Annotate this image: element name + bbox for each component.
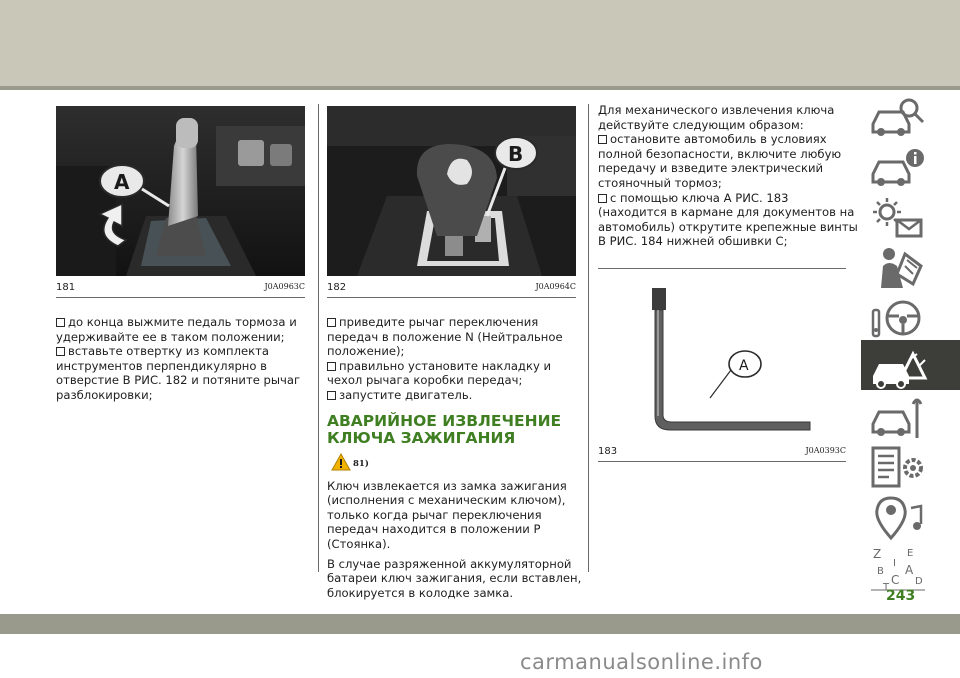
alphabetic-index-icon bbox=[869, 544, 929, 592]
figure-182-caption bbox=[327, 282, 576, 296]
car-info-icon bbox=[869, 144, 929, 192]
car-service-icon bbox=[869, 394, 929, 442]
figure-181-code: J0A0963C bbox=[264, 282, 305, 291]
figure-182-number: 182 bbox=[327, 282, 347, 293]
figure-183-top-rule bbox=[598, 268, 846, 269]
checkbox-bullet-icon bbox=[327, 362, 336, 371]
tab-multimedia[interactable] bbox=[861, 490, 960, 546]
paragraph: В случае разряженной аккумуляторной батареи ключ зажигания, если вставлен, блокируется в колодке замка. bbox=[327, 556, 582, 600]
svg-text:I: I bbox=[893, 558, 896, 569]
figure-183-photo bbox=[600, 280, 846, 440]
tab-car-search[interactable] bbox=[861, 90, 960, 146]
checkbox-bullet-icon bbox=[327, 318, 336, 327]
figure-183-caption bbox=[598, 446, 846, 460]
map-pin-music-icon bbox=[869, 494, 929, 542]
step-item: до конца выжмите педаль тормоза и удерживайте ее в таком положении; bbox=[56, 315, 297, 344]
tab-safety[interactable] bbox=[861, 240, 960, 296]
column-separator-1 bbox=[318, 104, 319, 572]
figure-181-caption bbox=[56, 282, 305, 296]
tab-car-info[interactable] bbox=[861, 140, 960, 196]
figure-181-photo bbox=[56, 106, 305, 276]
chapter-tabs bbox=[857, 90, 960, 614]
figure-181-rule bbox=[56, 297, 305, 298]
step-item: вставьте отвертку из комплекта инструментов перпендикулярно в отверстие В РИС. 182 и потяните рычаг разблокировки; bbox=[56, 344, 301, 402]
tab-emergency[interactable] bbox=[861, 340, 960, 396]
watermark: carmanualsonline.info bbox=[520, 650, 763, 674]
step-item: с помощью ключа А РИС. 183 (находится в кармане для документов на автомобиль) открутите крепежные винты В РИС. 184 нижней обшивки С; bbox=[598, 190, 858, 249]
figure-182-callout: B bbox=[508, 142, 524, 166]
figure-181-callout: A bbox=[114, 170, 130, 194]
figure-183-rule bbox=[598, 461, 846, 462]
top-band-line bbox=[0, 86, 960, 90]
figure-183-number: 183 bbox=[598, 446, 618, 457]
tab-starting-driving[interactable] bbox=[861, 290, 960, 346]
column-1 bbox=[56, 315, 318, 403]
column-3 bbox=[598, 103, 858, 249]
bottom-area bbox=[0, 634, 960, 678]
figure-182-code: J0A0964C bbox=[535, 282, 576, 291]
step-item: остановите автомобиль в условиях полной безопасности, включите любую передачу и взведите электрический стояночный тормоз; bbox=[598, 132, 842, 190]
checkbox-bullet-icon bbox=[598, 194, 607, 203]
svg-text:B: B bbox=[877, 566, 884, 577]
intro-text: Для механического извлечения ключа действуйте следующим образом: bbox=[598, 103, 835, 132]
bottom-band bbox=[0, 614, 960, 634]
checkbox-bullet-icon bbox=[56, 347, 65, 356]
page-number: 243 bbox=[886, 588, 916, 604]
checkbox-bullet-icon bbox=[327, 391, 336, 400]
tab-servicing[interactable] bbox=[861, 390, 960, 446]
checklist-gear-icon bbox=[869, 444, 929, 492]
svg-text:A: A bbox=[905, 563, 914, 577]
svg-text:D: D bbox=[915, 576, 923, 587]
warning-light-message-icon bbox=[869, 194, 929, 242]
top-band bbox=[0, 0, 960, 86]
column-2 bbox=[327, 315, 589, 605]
car-search-icon bbox=[869, 94, 929, 142]
step-item: запустите двигатель. bbox=[327, 388, 589, 403]
airbag-person-icon bbox=[869, 244, 929, 292]
tab-technical-data[interactable] bbox=[861, 440, 960, 496]
checkbox-bullet-icon bbox=[56, 318, 65, 327]
checkbox-bullet-icon bbox=[598, 135, 607, 144]
svg-text:Z: Z bbox=[873, 547, 882, 561]
svg-text:C: C bbox=[891, 573, 900, 587]
tab-warning-lights[interactable] bbox=[861, 190, 960, 246]
svg-text:E: E bbox=[907, 548, 914, 559]
figure-182-rule bbox=[327, 297, 576, 298]
section-heading: АВАРИЙНОЕ ИЗВЛЕЧЕНИЕ КЛЮЧА ЗАЖИГАНИЯ bbox=[327, 411, 562, 447]
figure-181-number: 181 bbox=[56, 282, 76, 293]
figure-183-callout: A bbox=[739, 358, 749, 374]
steering-wheel-icon bbox=[869, 294, 929, 342]
figure-183-code: J0A0393C bbox=[805, 446, 846, 455]
paragraph: Ключ извлекается из замка зажигания (исполнения с механическим ключом), только когда рычаг переключения передач находится в положении Р (Стоянка). bbox=[327, 478, 567, 551]
warning-ref-number: 81) bbox=[353, 458, 369, 469]
svg-text:T: T bbox=[883, 582, 890, 592]
step-item: приведите рычаг переключения передач в положение N (Нейтральное положение); bbox=[327, 315, 563, 359]
emergency-car-icon bbox=[869, 344, 929, 392]
warning-triangle-icon bbox=[331, 453, 351, 471]
figure-182-photo bbox=[327, 106, 576, 276]
warning-reference bbox=[327, 453, 589, 475]
step-item: правильно установите накладку и чехол рычага коробки передач; bbox=[327, 358, 552, 388]
